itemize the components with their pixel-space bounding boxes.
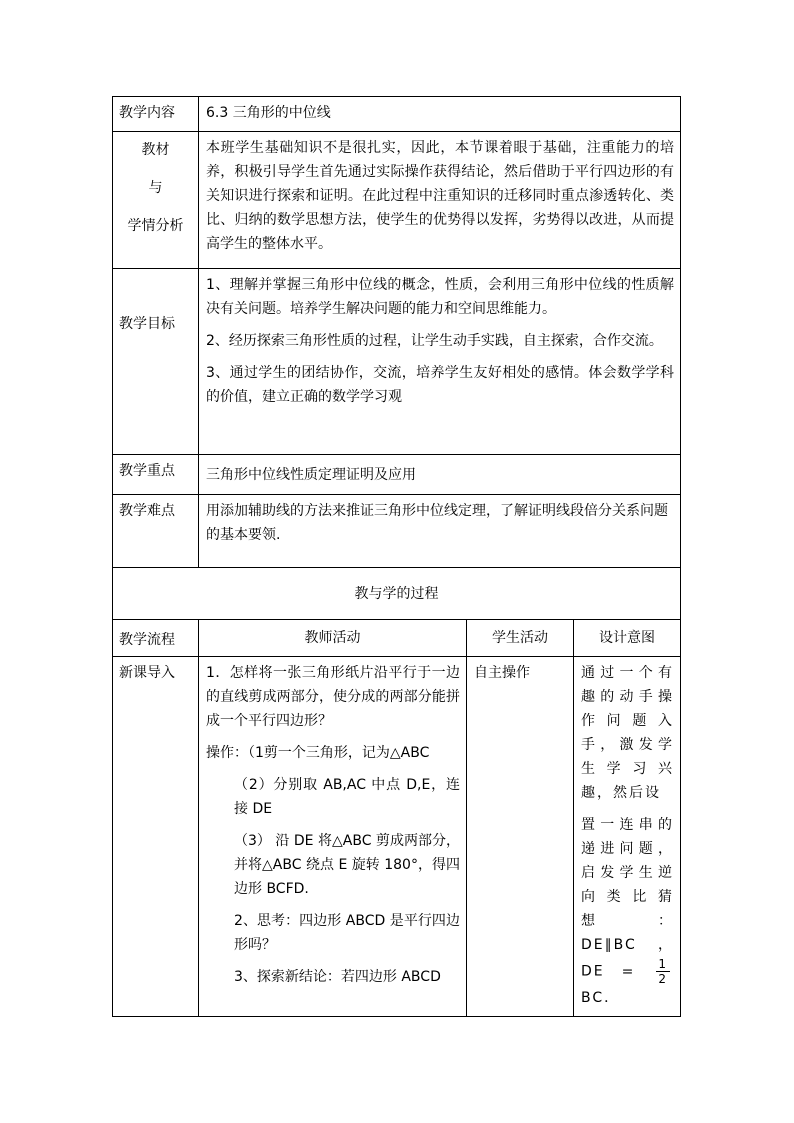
fraction-one-half: [656, 957, 670, 986]
analysis-label: [113, 132, 199, 269]
header-flow: 教学流程: [113, 620, 199, 657]
lesson-plan-table: [112, 96, 681, 1017]
key-point-value: 三角形中位线性质定理证明及应用: [199, 455, 681, 495]
analysis-label-line2: 与: [148, 180, 163, 196]
fraction-numerator: 1: [658, 957, 669, 971]
design-text-a: 置一连串的递进问题，启发学生逆向类比猜想：DE∥BC，DE: [581, 817, 675, 980]
teacher-step-1: 操作：（1剪一个三角形，记为△ABC: [206, 745, 430, 761]
header-teacher: 教师活动: [199, 620, 467, 657]
flow-intro: 新课导入: [113, 657, 199, 1017]
goals-label: 教学目标: [113, 269, 199, 455]
teacher-activity: [199, 657, 467, 1017]
teacher-explore: 3、探索新结论：若四边形 ABCD: [234, 969, 441, 985]
header-design: 设计意图: [574, 620, 681, 657]
difficulty-label: 教学难点: [113, 495, 199, 568]
header-student: 学生活动: [467, 620, 574, 657]
analysis-label-line3: 学情分析: [127, 218, 184, 234]
key-point-label: 教学重点: [113, 455, 199, 495]
analysis-paragraph: 本班学生基础知识不是很扎实，因此，本节课着眼于基础，注重能力的培养，积极引导学生首先通过实际操作获得结论，然后借助于平行四边形的有关知识进行探索和证明。在此过程中注重知识的迁移同时重点渗透转化、类比、归纳的数学思想方法，使学生的优势得以发挥，劣势得以改进，从而提高学生的整体水平。: [206, 140, 675, 252]
teacher-step-2: （2）分别取 AB,AC 中点 D,E，连接 DE: [234, 777, 460, 817]
goal-item: 1、理解并掌握三角形中位线的概念，性质，会利用三角形中位线的性质解决有关问题。培养学生解决问题的能力和空间思维能力。: [206, 277, 675, 317]
goal-item: 3、通过学生的团结协作，交流，培养学生友好相处的感情。体会数学学科的价值，建立正确的数学学习观: [206, 365, 675, 405]
design-paragraph-2: [581, 813, 674, 1010]
design-intent: [574, 657, 681, 1017]
content-value: 6.3 三角形的中位线: [199, 97, 681, 132]
teacher-step-3: （3） 沿 DE 将△ABC 剪成两部分，并将△ABC 绕点 E 旋转 180°，得四边形 BCFD.: [234, 833, 460, 897]
fraction-denominator: 2: [658, 972, 669, 986]
goal-item: 2、经历探索三角形性质的过程，让学生动手实践，自主探索，合作交流。: [206, 333, 663, 349]
teacher-think: 2、思考：四边形 ABCD 是平行四边形吗？: [234, 913, 460, 953]
design-equals: =: [621, 963, 636, 980]
analysis-label-line1: 教材: [141, 142, 170, 158]
analysis-text: [199, 132, 681, 269]
content-label: 教学内容: [113, 97, 199, 132]
design-text-b: BC．: [581, 990, 621, 1006]
student-activity: 自主操作: [467, 657, 574, 1017]
process-title: 教与学的过程: [113, 568, 681, 620]
goals-content: [199, 269, 681, 455]
design-paragraph-1: 通过一个有趣的动手操作问题入手，激发学生学习兴趣，然后设: [581, 665, 675, 801]
teacher-question: 1．怎样将一张三角形纸片沿平行于一边的直线剪成两部分，使分成的两部分能拼成一个平行四边形？: [206, 665, 460, 729]
difficulty-value: 用添加辅助线的方法来推证三角形中位线定理，了解证明线段倍分关系问题的基本要领.: [199, 495, 681, 568]
